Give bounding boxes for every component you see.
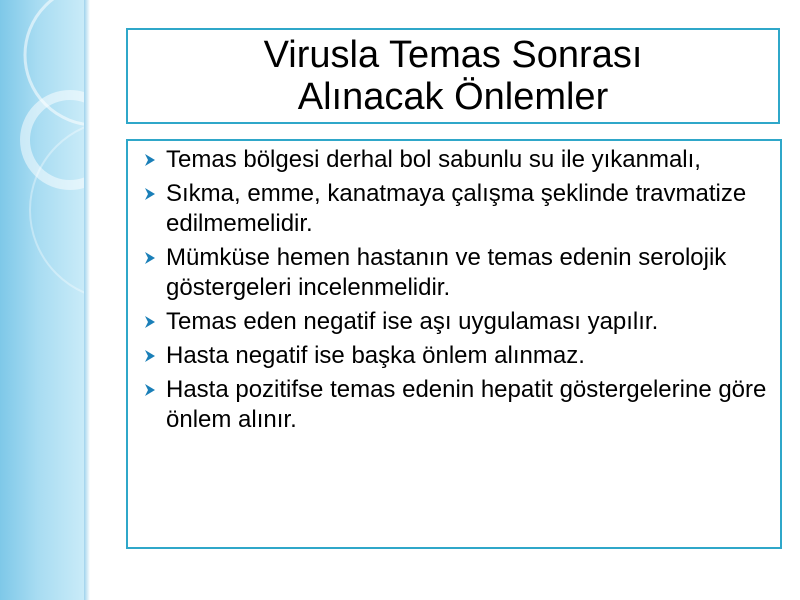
- arrow-bullet-icon: [142, 152, 158, 168]
- arrow-bullet-icon: [142, 382, 158, 398]
- bullet-text: Hasta negatif ise başka önlem alınmaz.: [166, 342, 585, 369]
- arrow-bullet-icon: [142, 314, 158, 330]
- decorative-side-band: [0, 0, 84, 600]
- arrow-bullet-icon: [142, 250, 158, 266]
- bullet-text: Temas eden negatif ise aşı uygulaması yapılır.: [166, 308, 659, 335]
- bullet-text: Sıkma, emme, kanatmaya çalışma şeklinde travmatize edilmemelidir.: [166, 180, 747, 237]
- bullet-text: Temas bölgesi derhal bol sabunlu su ile yıkanmalı,: [166, 146, 701, 173]
- bullet-item: [140, 341, 774, 371]
- bullet-item: [140, 243, 774, 303]
- bullet-text: Hasta pozitifse temas edenin hepatit göstergelerine göre önlem alınır.: [166, 376, 767, 433]
- bullet-text: Mümküse hemen hastanın ve temas edenin serolojik göstergeleri incelenmelidir.: [166, 244, 727, 301]
- decorative-circles: [0, 0, 84, 600]
- content-box: [126, 139, 782, 549]
- bullet-item: [140, 375, 774, 435]
- bullet-item: [140, 307, 774, 337]
- bullet-item: [140, 145, 774, 175]
- bullet-item: [140, 179, 774, 239]
- side-band-edge: [84, 0, 90, 600]
- arrow-bullet-icon: [142, 348, 158, 364]
- slide-title-line-2: Alınacak Önlemler: [297, 76, 609, 118]
- title-box: [126, 28, 780, 124]
- arrow-bullet-icon: [142, 186, 158, 202]
- bullet-list: [140, 145, 774, 435]
- slide-title-line-1: Virusla Temas Sonrası: [263, 34, 643, 76]
